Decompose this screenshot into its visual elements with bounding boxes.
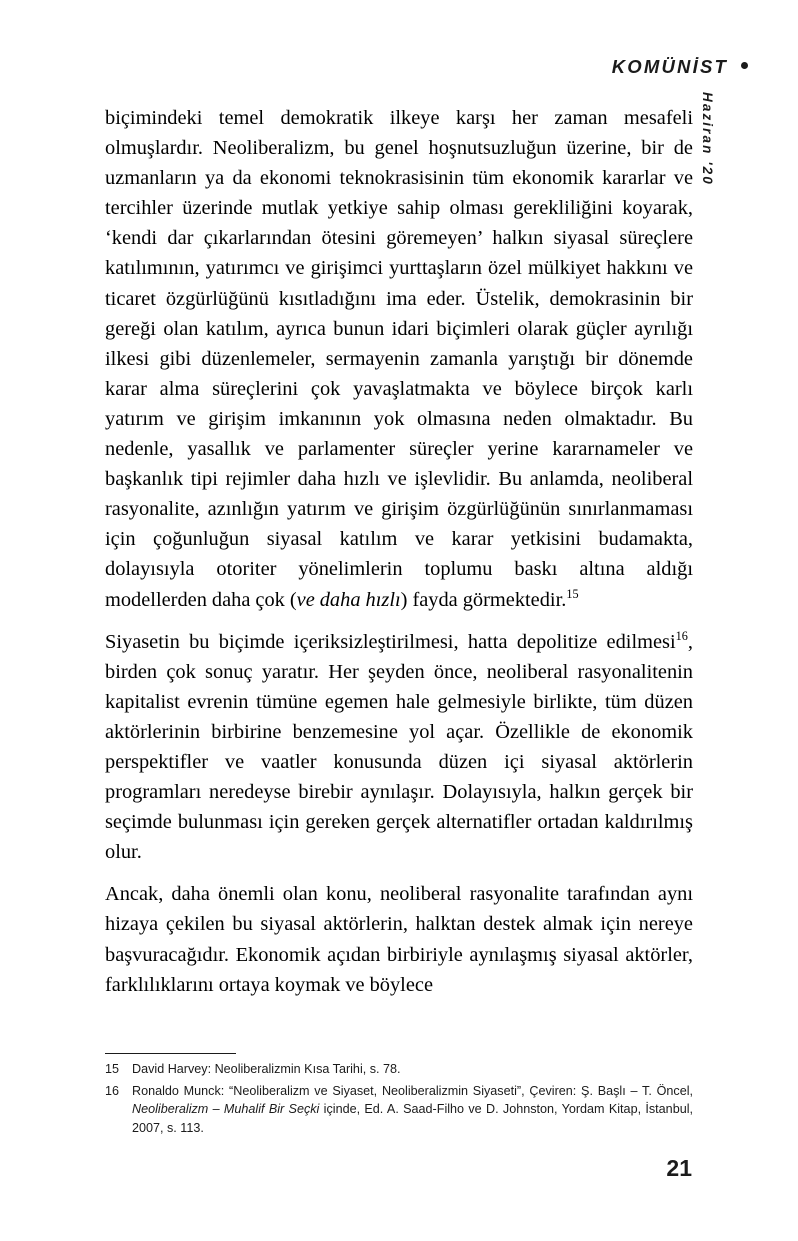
paragraph: biçimindeki temel demokratik ilkeye karşı her zaman mesafeli olmuşlardır. Neoliberalizm, bu genel hoşnutsuzluğun üzerine, bir de uzmanların ya da ekonomi teknokrasisinin tüm ekonomik kararlar ve tercihler üzerinde mutlak yetkiye sahip olması gerekliliğini koyarak, ‘kendi dar çıkarlarından ötesini göremeyen’ halkın siyasal süreçlere katılımının, yatırımcı ve girişimci yurttaşların özel mülkiyet hakkını ve ticaret özgürlüğünü kısıtladığını ima eder. Üstelik, demokrasinin bir gereği olan katılım, ayrıca bunun idari biçimleri olarak güçler ayrılığı ilkesi gibi düzenlemeler, sermayenin zamanla yarıştığı bir dönemde karar alma süreçlerini çok yavaşlatmakta ve böylece birçok karlı yatırım ve girişim imkanının yok olmasına neden olmaktadır. Bu nedenle, yasallık ve parlamenter süreçler yerine kararnameler ve başkanlık tipi rejimler daha hızlı ve işlevlidir. Bu anlamda, neoliberal rasyonalite, azınlığın yatırım ve girişim özgürlüğünün sınırlanmaması için çoğunluğun siyasal katılım ve karar yetkisini budamakta, dolayısıyla otoriter yönelimlerin toplumu baskı altına aldığı modellerden daha çok (ve daha hızlı) fayda görmektedir.$^{15}$ [105, 107, 693, 611]
footnote-text: David Harvey: Neoliberalizmin Kısa Tarihi, s. 78. [132, 1062, 401, 1076]
bullet-dot-icon [741, 62, 748, 69]
page-number: 21 [666, 1155, 692, 1181]
footnote-item [105, 1082, 693, 1138]
body-text-column [105, 103, 693, 1000]
footnote-separator-rule [105, 1053, 236, 1054]
italic-run: Neoliberalizm – Muhalif Bir Seçki [132, 1102, 320, 1117]
footnote-item [105, 1060, 693, 1079]
footnote-reference[interactable]: 15 [566, 586, 579, 601]
running-head-title: KOMÜNİST [611, 56, 728, 77]
footnote-text: Ronaldo Munck: “Neoliberalizm ve Siyaset, Neoliberalizmin Siyaseti”, Çeviren: Ş. Başlı – T. Öncel, Neoliberalizm – Muhalif Bir Seçki içinde, Ed. A. Saad-Filho ve D. Johnston, Yordam Kitap, İstanbul, 2007, s. 113. [132, 1083, 693, 1135]
footnotes-block [105, 1053, 693, 1137]
footnote-reference[interactable]: 16 [675, 628, 688, 643]
running-head [0, 56, 748, 78]
paragraph: Siyasetin bu biçimde içeriksizleştirilmesi, hatta depolitize edilmesi$^{16}$, birden çok sonuç yaratır. Her şeyden önce, neoliberal rasyonalitenin kapitalist evrenin tümüne egemen hale gelmesiyle birlikte, tüm düzen aktörlerinin birbirine benzemesine yol açar. Özellikle de ekonomik perspektifler ve vaatler konusunda düzen içi siyasal aktörlerin programları neredeyse birebir aynılaşır. Dolayısıyla, halkın gerçek bir seçimde bulunması için gereken gerçek alternatifler ortadan kaldırılmış olur. [105, 628, 693, 864]
footnote-number: 15 [105, 1062, 120, 1076]
italic-run: ve daha hızlı [296, 588, 401, 611]
issue-date [700, 92, 714, 212]
footnote-number: 16 [105, 1083, 120, 1098]
paragraph: Ancak, daha önemli olan konu, neoliberal rasyonalite tarafından aynı hizaya çekilen bu siyasal aktörlerin, halktan destek almak için nereye başvuracağıdır. Ekonomik açıdan birbiriyle aynılaşmış siyasal aktörler, farklılıklarını ortaya koymak ve böylece [105, 883, 693, 996]
issue-date-label: Haziran '20 [700, 92, 715, 186]
